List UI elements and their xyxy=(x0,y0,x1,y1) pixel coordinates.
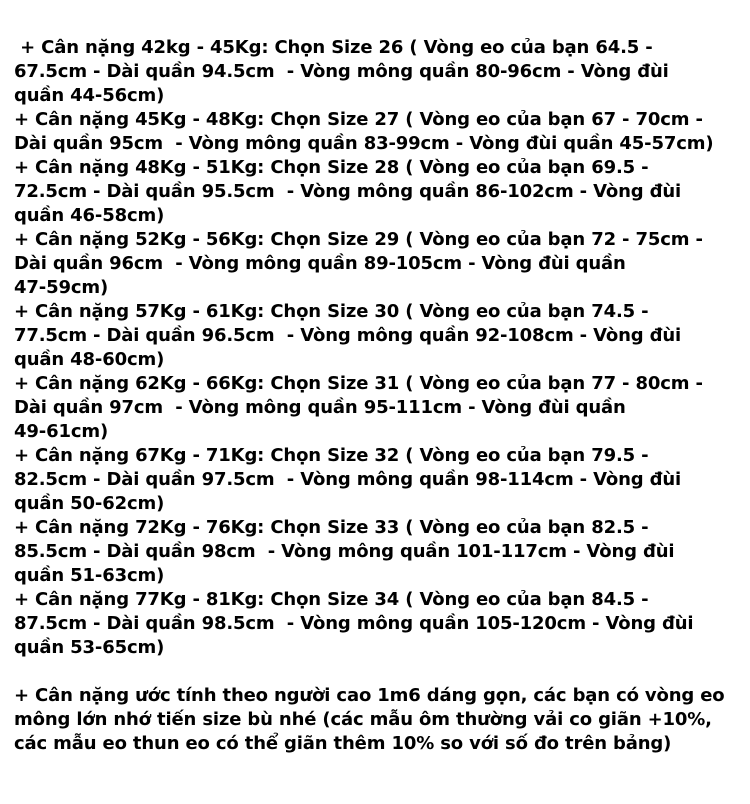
text-line: 77.5cm - Dài quần 96.5cm - Vòng mông quần 92-108cm - Vòng đùi xyxy=(14,325,682,346)
text-line: quần 53-65cm) xyxy=(14,637,165,658)
text-line: 87.5cm - Dài quần 98.5cm - Vòng mông quần 105-120cm - Vòng đùi xyxy=(14,613,694,634)
text-line: + Cân nặng 62Kg - 66Kg: Chọn Size 31 ( Vòng eo của bạn 77 - 80cm - xyxy=(14,373,703,394)
size-entry-30 xyxy=(14,300,744,372)
text-line: quần 50-62cm) xyxy=(14,493,165,514)
text-line: + Cân nặng 67Kg - 71Kg: Chọn Size 32 ( Vòng eo của bạn 79.5 - xyxy=(14,445,649,466)
size-entry-34 xyxy=(14,588,744,660)
text-line: 85.5cm - Dài quần 98cm - Vòng mông quần 101-117cm - Vòng đùi xyxy=(14,541,675,562)
size-note xyxy=(14,684,744,756)
text-line: quần 44-56cm) xyxy=(14,85,165,106)
text-line: mông lớn nhớ tiến size bù nhé (các mẫu ôm thường vải co giãn +10%, xyxy=(14,709,712,730)
text-line: + Cân nặng 72Kg - 76Kg: Chọn Size 33 ( Vòng eo của bạn 82.5 - xyxy=(14,517,649,538)
size-entry-27 xyxy=(14,108,744,156)
size-entry-28 xyxy=(14,156,744,228)
text-line: quần 51-63cm) xyxy=(14,565,165,586)
text-line: 82.5cm - Dài quần 97.5cm - Vòng mông quần 98-114cm - Vòng đùi xyxy=(14,469,682,490)
size-entry-33 xyxy=(14,516,744,588)
text-line: quần 46-58cm) xyxy=(14,205,165,226)
text-line: quần 48-60cm) xyxy=(14,349,165,370)
size-entry-29 xyxy=(14,228,744,300)
text-line: Dài quần 95cm - Vòng mông quần 83-99cm - Vòng đùi quần 45-57cm) xyxy=(14,133,714,154)
text-line: Dài quần 97cm - Vòng mông quần 95-111cm - Vòng đùi quần xyxy=(14,397,626,418)
text-line: + Cân nặng 42kg - 45Kg: Chọn Size 26 ( Vòng eo của bạn 64.5 - xyxy=(14,37,653,58)
text-line: + Cân nặng 52Kg - 56Kg: Chọn Size 29 ( Vòng eo của bạn 72 - 75cm - xyxy=(14,229,703,250)
text-line: + Cân nặng 57Kg - 61Kg: Chọn Size 30 ( Vòng eo của bạn 74.5 - xyxy=(14,301,649,322)
size-entry-32 xyxy=(14,444,744,516)
text-line: 72.5cm - Dài quần 95.5cm - Vòng mông quần 86-102cm - Vòng đùi xyxy=(14,181,682,202)
text-line: + Cân nặng 45Kg - 48Kg: Chọn Size 27 ( Vòng eo của bạn 67 - 70cm - xyxy=(14,109,703,130)
size-entry-26 xyxy=(14,36,744,108)
text-line: + Cân nặng 48Kg - 51Kg: Chọn Size 28 ( Vòng eo của bạn 69.5 - xyxy=(14,157,649,178)
text-line: + Cân nặng ước tính theo người cao 1m6 dáng gọn, các bạn có vòng eo xyxy=(14,685,725,706)
text-line: + Cân nặng 77Kg - 81Kg: Chọn Size 34 ( Vòng eo của bạn 84.5 - xyxy=(14,589,649,610)
size-guide-text xyxy=(14,36,744,756)
size-entry-31 xyxy=(14,372,744,444)
paragraph-spacer xyxy=(14,660,744,684)
text-line: các mẫu eo thun eo có thể giãn thêm 10% so với số đo trên bảng) xyxy=(14,733,672,754)
text-line: 67.5cm - Dài quần 94.5cm - Vòng mông quần 80-96cm - Vòng đùi xyxy=(14,61,669,82)
text-line: 49-61cm) xyxy=(14,421,109,442)
text-line: Dài quần 96cm - Vòng mông quần 89-105cm - Vòng đùi quần xyxy=(14,253,626,274)
text-line: 47-59cm) xyxy=(14,277,109,298)
